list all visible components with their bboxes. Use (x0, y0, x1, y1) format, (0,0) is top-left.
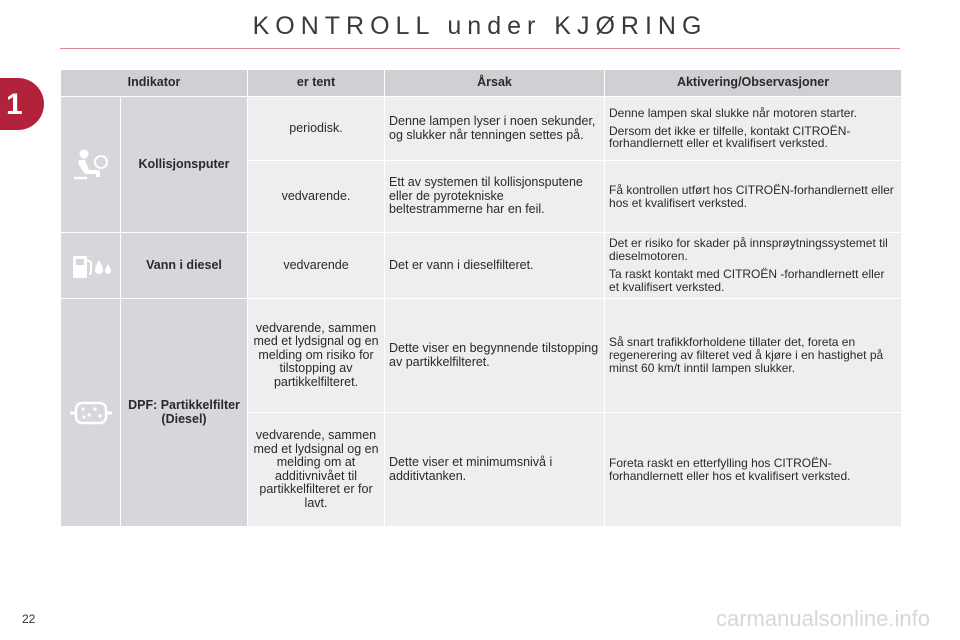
observation-text: Foreta raskt en etterfylling hos CITROËN-forhandlernett eller hos et kvalifisert verksted. (609, 455, 851, 483)
header-lit: er tent (248, 70, 385, 97)
observations-cell (605, 413, 902, 527)
observation-text: Det er risiko for skader på innsprøytningssystemet til dieselmotoren. (609, 236, 888, 264)
lit-cell: vedvarende, sammen med et lydsignal og en melding om risiko for tilstopping av partikkelfilteret. (248, 299, 385, 413)
observation-text: Få kontrollen utført hos CITROËN-forhandlernett eller hos et kvalifisert verksted. (609, 182, 894, 210)
observations-cell (605, 161, 902, 233)
lit-cell: vedvarende. (248, 161, 385, 233)
particle-filter-icon (61, 400, 120, 426)
indicator-table (60, 69, 902, 527)
table-row (61, 233, 902, 299)
indicator-name: Kollisjonsputer (121, 97, 248, 233)
chapter-number: 1 (6, 88, 23, 121)
observations-cell (605, 299, 902, 413)
table-header-row (61, 70, 902, 97)
indicator-icon-cell (61, 233, 121, 299)
water-in-diesel-icon (61, 250, 120, 282)
title-divider (60, 48, 900, 49)
indicator-icon-cell (61, 97, 121, 233)
page-number: 22 (22, 612, 36, 626)
table-row (61, 97, 902, 161)
indicator-name: Vann i diesel (121, 233, 248, 299)
observation-text: Så snart trafikkforholdene tillater det, foreta en regenerering av filteret ved å kjøre i en hastighet på minst 60 km/t inntil lampen slukker. (609, 335, 884, 375)
observation-text: Dersom det ikke er tilfelle, kontakt CITROËN-forhandlernett eller et kvalifisert verksted. (609, 123, 851, 151)
airbag-warning-icon (61, 148, 120, 182)
cause-cell: Denne lampen lyser i noen sekunder, og slukker når tenningen settes på. (385, 97, 605, 161)
cause-cell: Ett av systemen til kollisjonsputene eller de pyrotekniske beltestrammerne har en feil. (385, 161, 605, 233)
lit-cell: vedvarende, sammen med et lydsignal og en melding om at additivnivået til partikkelfilteret er for lavt. (248, 413, 385, 527)
header-indicator: Indikator (61, 70, 248, 97)
cause-cell: Dette viser en begynnende tilstopping av partikkelfilteret. (385, 299, 605, 413)
watermark: carmanualsonline.info (715, 606, 930, 631)
chapter-tab[interactable] (0, 78, 44, 130)
table-row (61, 299, 902, 413)
observations-cell (605, 97, 902, 161)
cause-cell: Dette viser et minimumsnivå i additivtanken. (385, 413, 605, 527)
observation-text: Denne lampen skal slukke når motoren starter. (609, 105, 858, 120)
page-title: KONTROLL under KJØRING (252, 12, 708, 40)
observations-cell (605, 233, 902, 299)
cause-cell: Det er vann i dieselfilteret. (385, 233, 605, 299)
indicator-name: DPF: Partikkelfilter (Diesel) (121, 299, 248, 527)
lit-cell: vedvarende (248, 233, 385, 299)
lit-cell: periodisk. (248, 97, 385, 161)
header-observations: Aktivering/Observasjoner (605, 70, 902, 97)
observation-text: Ta raskt kontakt med CITROËN -forhandlernett eller et kvalifisert verksted. (609, 267, 885, 294)
header-cause: Årsak (385, 70, 605, 97)
indicator-icon-cell (61, 299, 121, 527)
